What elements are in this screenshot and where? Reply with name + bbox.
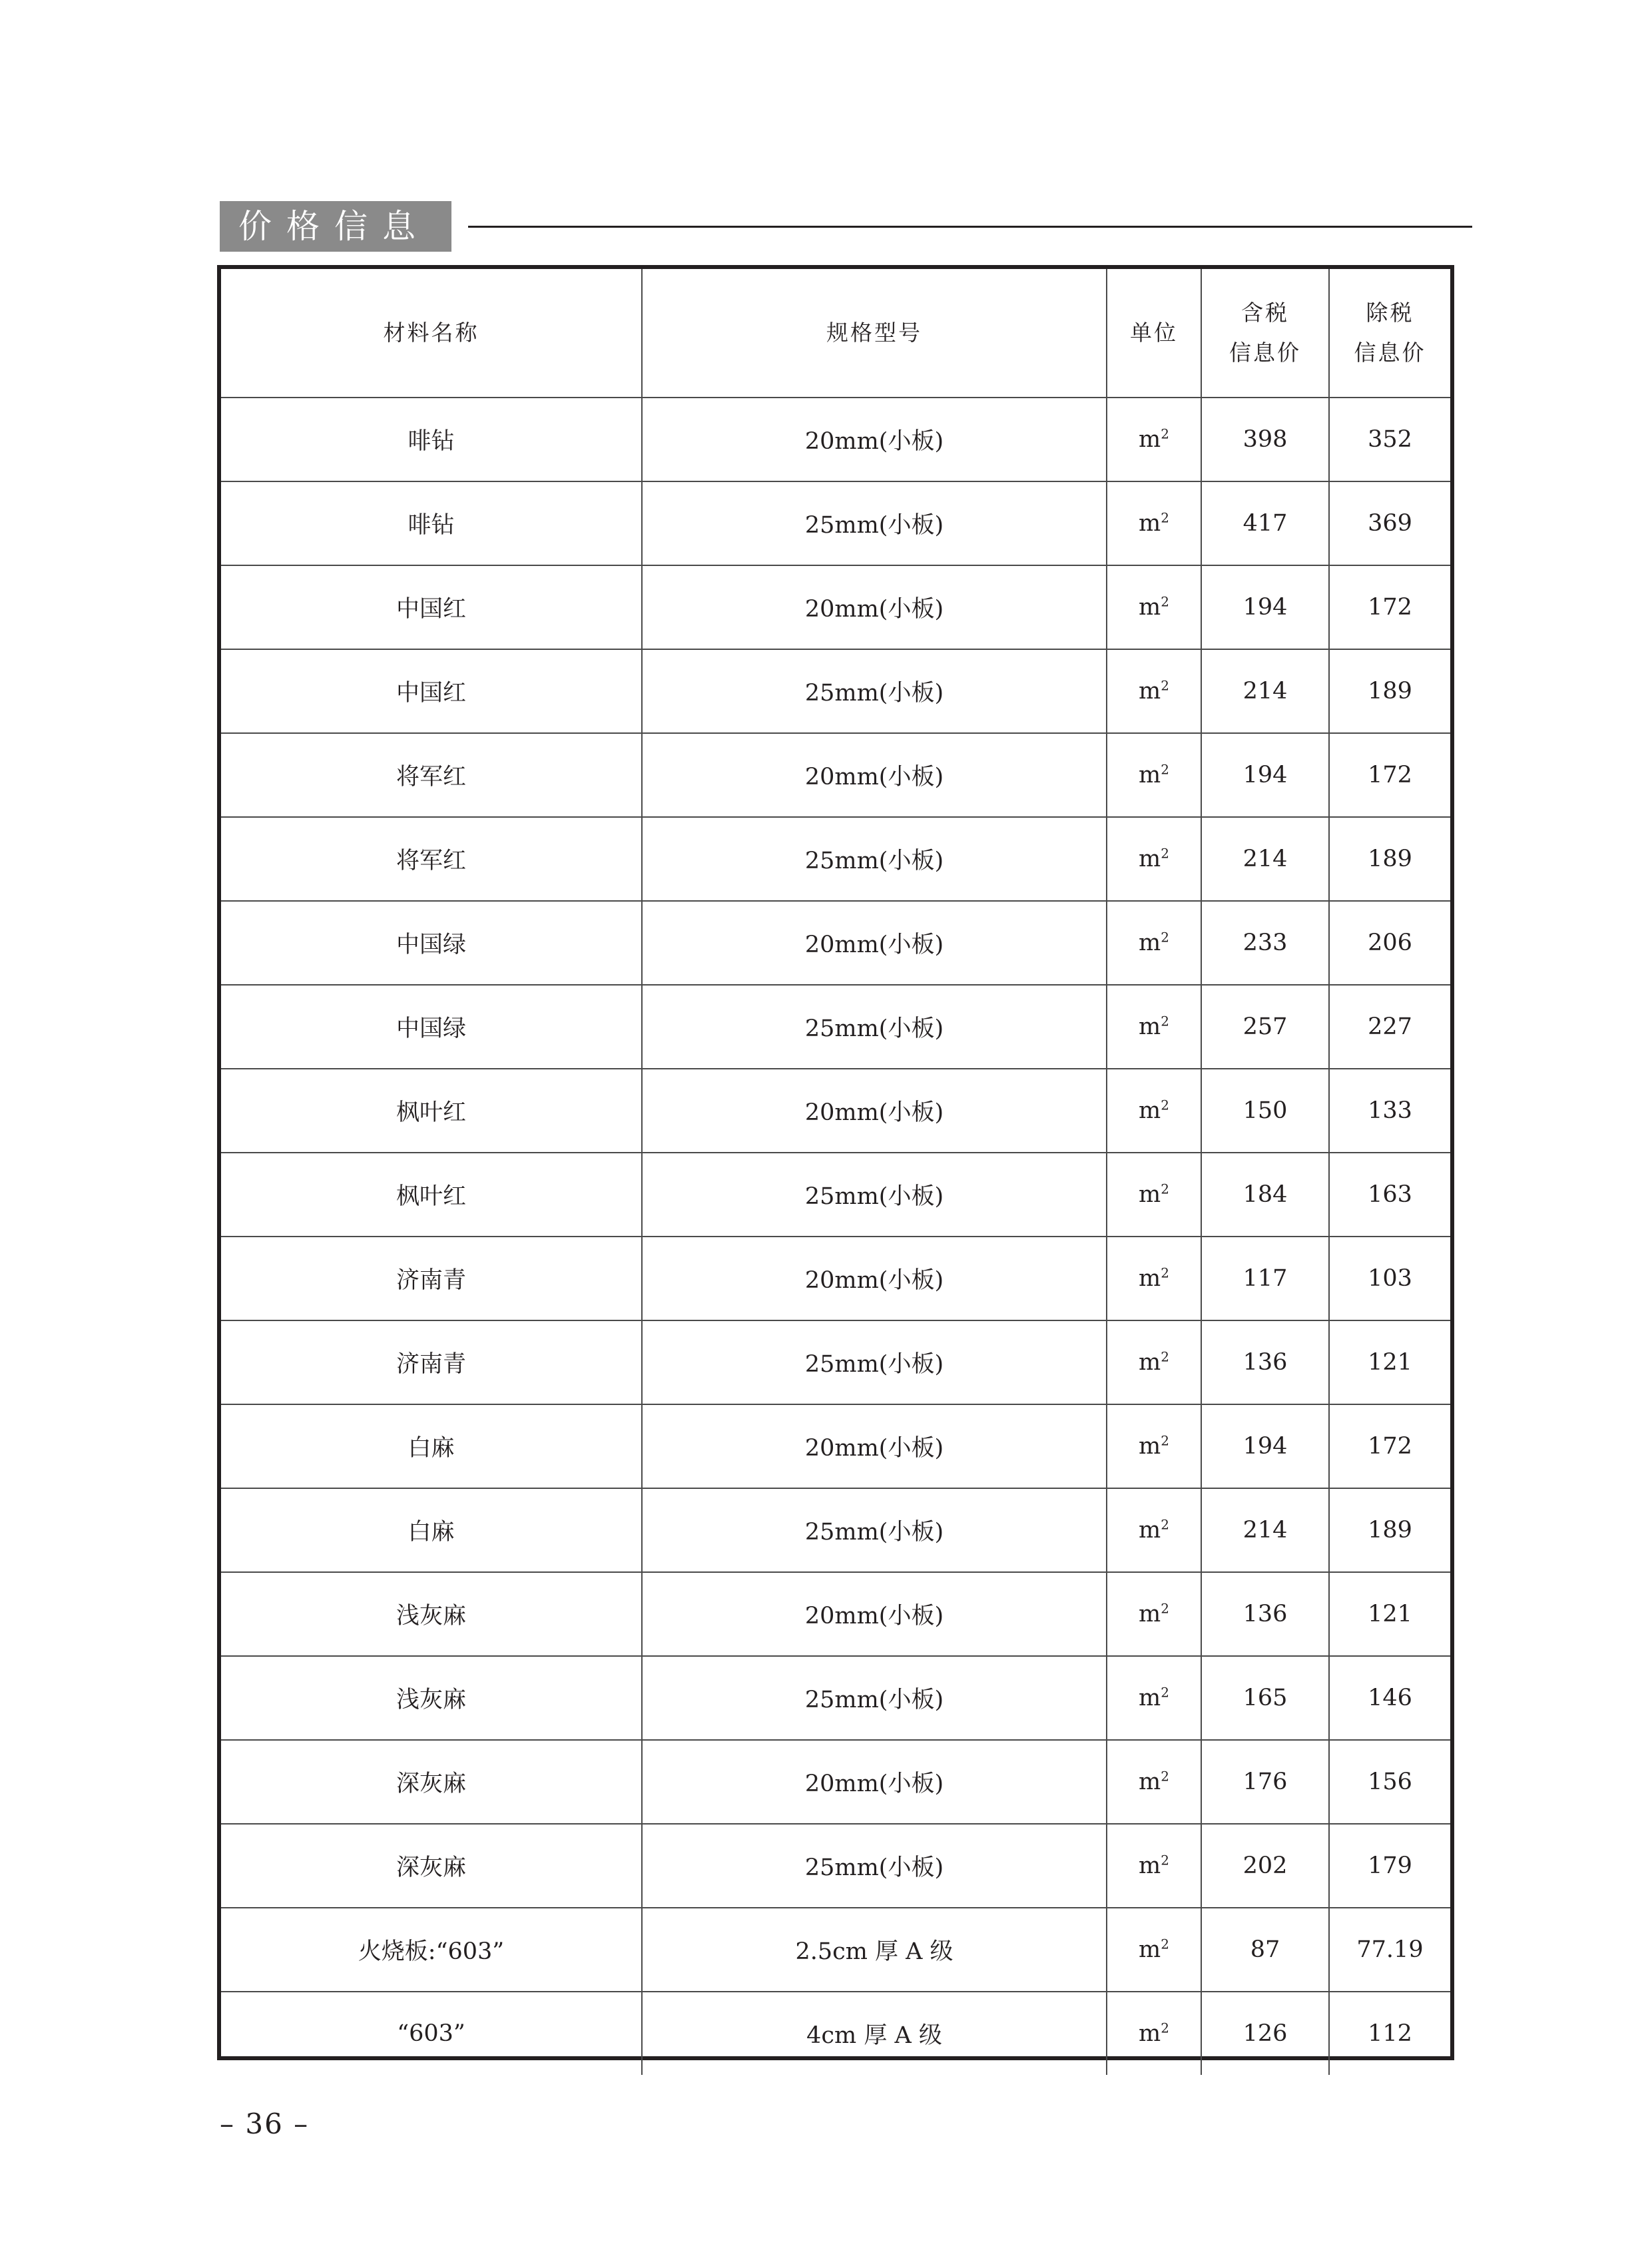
cell-unit: [1107, 649, 1201, 733]
table-row: [221, 1572, 1450, 1656]
cell-price-notax: 179: [1329, 1824, 1450, 1908]
cell-spec: 20mm(小板): [642, 901, 1107, 985]
unit-base: m: [1139, 1685, 1161, 1711]
unit-exponent: 2: [1161, 1013, 1169, 1029]
cell-price-tax: 126: [1201, 1992, 1329, 2075]
cell-spec: 2.5cm 厚 A 级: [642, 1908, 1107, 1992]
unit-exponent: 2: [1161, 1684, 1169, 1701]
table-row: [221, 1824, 1450, 1908]
cell-price-tax: 233: [1201, 901, 1329, 985]
cell-spec: 25mm(小板): [642, 985, 1107, 1069]
cell-material: 中国绿: [221, 985, 642, 1069]
table-row: [221, 1992, 1450, 2075]
cell-unit: [1107, 1488, 1201, 1572]
table-row: [221, 985, 1450, 1069]
cell-material: 将军红: [221, 817, 642, 901]
table-row: [221, 1740, 1450, 1824]
unit-exponent: 2: [1161, 929, 1169, 946]
table-row: [221, 1488, 1450, 1572]
cell-price-notax: 112: [1329, 1992, 1450, 2075]
cell-unit: [1107, 1153, 1201, 1237]
unit-base: m: [1139, 1013, 1161, 1040]
cell-price-tax: 176: [1201, 1740, 1329, 1824]
cell-price-tax: 214: [1201, 1488, 1329, 1572]
unit-base: m: [1139, 1769, 1161, 1795]
unit-exponent: 2: [1161, 1936, 1169, 1952]
header-price-tax-line1: 含税: [1241, 300, 1289, 326]
unit-base: m: [1139, 510, 1161, 537]
section-label: 价格信息: [220, 201, 451, 252]
cell-unit: [1107, 1069, 1201, 1153]
header-price-notax-line1: 除税: [1366, 300, 1414, 326]
cell-price-notax: 156: [1329, 1740, 1450, 1824]
cell-spec: 20mm(小板): [642, 1237, 1107, 1320]
cell-spec: 25mm(小板): [642, 817, 1107, 901]
cell-price-tax: 117: [1201, 1237, 1329, 1320]
unit-exponent: 2: [1161, 509, 1169, 526]
cell-material: 枫叶红: [221, 1069, 642, 1153]
cell-price-tax: 165: [1201, 1656, 1329, 1740]
cell-spec: 25mm(小板): [642, 1656, 1107, 1740]
cell-price-notax: 146: [1329, 1656, 1450, 1740]
header-spec: 规格型号: [642, 269, 1107, 398]
table-row: [221, 1656, 1450, 1740]
unit-base: m: [1139, 1601, 1161, 1627]
cell-material: 火烧板:“603”: [221, 1908, 642, 1992]
cell-spec: 20mm(小板): [642, 1404, 1107, 1488]
table-row: [221, 565, 1450, 649]
cell-spec: 25mm(小板): [642, 1488, 1107, 1572]
cell-unit: [1107, 398, 1201, 481]
cell-spec: 25mm(小板): [642, 1320, 1107, 1404]
cell-price-notax: 133: [1329, 1069, 1450, 1153]
header-price-tax-line2: 信息价: [1229, 340, 1301, 366]
cell-spec: 25mm(小板): [642, 649, 1107, 733]
unit-base: m: [1139, 1936, 1161, 1963]
cell-price-tax: 194: [1201, 565, 1329, 649]
cell-material: 白麻: [221, 1488, 642, 1572]
cell-unit: [1107, 1908, 1201, 1992]
cell-unit: [1107, 985, 1201, 1069]
cell-price-notax: 172: [1329, 565, 1450, 649]
cell-price-notax: 77.19: [1329, 1908, 1450, 1992]
unit-base: m: [1139, 930, 1161, 956]
unit-exponent: 2: [1161, 1265, 1169, 1281]
cell-unit: [1107, 817, 1201, 901]
cell-price-tax: 194: [1201, 1404, 1329, 1488]
table-row: [221, 1404, 1450, 1488]
table-row: [221, 1069, 1450, 1153]
cell-price-tax: 136: [1201, 1572, 1329, 1656]
unit-exponent: 2: [1161, 1600, 1169, 1617]
cell-price-tax: 202: [1201, 1824, 1329, 1908]
cell-material: 中国红: [221, 649, 642, 733]
cell-unit: [1107, 1237, 1201, 1320]
cell-spec: 20mm(小板): [642, 1069, 1107, 1153]
table-row: [221, 901, 1450, 985]
unit-exponent: 2: [1161, 677, 1169, 694]
unit-exponent: 2: [1161, 593, 1169, 610]
unit-base: m: [1139, 1349, 1161, 1376]
cell-price-tax: 87: [1201, 1908, 1329, 1992]
cell-price-notax: 172: [1329, 1404, 1450, 1488]
cell-material: 浅灰麻: [221, 1572, 642, 1656]
unit-base: m: [1139, 2020, 1161, 2047]
cell-spec: 20mm(小板): [642, 1572, 1107, 1656]
cell-material: 深灰麻: [221, 1824, 642, 1908]
cell-price-tax: 194: [1201, 733, 1329, 817]
cell-unit: [1107, 565, 1201, 649]
cell-material: 济南青: [221, 1237, 642, 1320]
cell-spec: 20mm(小板): [642, 733, 1107, 817]
unit-base: m: [1139, 762, 1161, 788]
unit-base: m: [1139, 426, 1161, 453]
cell-price-tax: 214: [1201, 817, 1329, 901]
cell-material: 深灰麻: [221, 1740, 642, 1824]
unit-base: m: [1139, 846, 1161, 872]
table-row: [221, 481, 1450, 565]
header-unit: 单位: [1107, 269, 1201, 398]
header-price-notax: [1329, 269, 1450, 398]
cell-price-notax: 369: [1329, 481, 1450, 565]
cell-price-tax: 398: [1201, 398, 1329, 481]
cell-unit: [1107, 1404, 1201, 1488]
cell-unit: [1107, 1656, 1201, 1740]
unit-exponent: 2: [1161, 1768, 1169, 1785]
unit-base: m: [1139, 1097, 1161, 1124]
cell-spec: 4cm 厚 A 级: [642, 1992, 1107, 2075]
unit-base: m: [1139, 594, 1161, 621]
unit-exponent: 2: [1161, 1181, 1169, 1197]
table-row: [221, 1320, 1450, 1404]
cell-material: 啡钻: [221, 398, 642, 481]
cell-unit: [1107, 733, 1201, 817]
price-table: [221, 269, 1450, 2075]
cell-unit: [1107, 1572, 1201, 1656]
cell-material: 啡钻: [221, 481, 642, 565]
table-row: [221, 1153, 1450, 1237]
unit-exponent: 2: [1161, 1432, 1169, 1449]
header-rule: [468, 226, 1472, 228]
cell-material: 枫叶红: [221, 1153, 642, 1237]
table-row: [221, 733, 1450, 817]
unit-base: m: [1139, 678, 1161, 705]
header-price-tax: [1201, 269, 1329, 398]
table-row: [221, 1237, 1450, 1320]
table-row: [221, 398, 1450, 481]
table-row: [221, 817, 1450, 901]
cell-price-notax: 189: [1329, 817, 1450, 901]
cell-material: 中国绿: [221, 901, 642, 985]
table-body: [221, 398, 1450, 2075]
table-row: [221, 649, 1450, 733]
cell-unit: [1107, 1740, 1201, 1824]
cell-price-notax: 227: [1329, 985, 1450, 1069]
unit-exponent: 2: [1161, 1348, 1169, 1365]
unit-exponent: 2: [1161, 845, 1169, 862]
price-table-frame: [217, 265, 1454, 2060]
unit-exponent: 2: [1161, 1852, 1169, 1868]
table-header-row: [221, 269, 1450, 398]
unit-exponent: 2: [1161, 2020, 1169, 2036]
cell-price-notax: 206: [1329, 901, 1450, 985]
unit-base: m: [1139, 1517, 1161, 1544]
page-number: – 36 –: [220, 2108, 310, 2140]
unit-base: m: [1139, 1852, 1161, 1879]
cell-price-notax: 172: [1329, 733, 1450, 817]
cell-price-notax: 189: [1329, 1488, 1450, 1572]
cell-spec: 20mm(小板): [642, 1740, 1107, 1824]
unit-exponent: 2: [1161, 761, 1169, 778]
header-price-notax-line2: 信息价: [1354, 340, 1426, 366]
cell-unit: [1107, 1824, 1201, 1908]
cell-price-notax: 352: [1329, 398, 1450, 481]
cell-spec: 20mm(小板): [642, 565, 1107, 649]
cell-spec: 25mm(小板): [642, 1153, 1107, 1237]
unit-exponent: 2: [1161, 1097, 1169, 1113]
cell-price-notax: 163: [1329, 1153, 1450, 1237]
unit-exponent: 2: [1161, 425, 1169, 442]
cell-material: 白麻: [221, 1404, 642, 1488]
unit-base: m: [1139, 1433, 1161, 1460]
cell-price-notax: 121: [1329, 1572, 1450, 1656]
cell-price-notax: 189: [1329, 649, 1450, 733]
cell-price-notax: 121: [1329, 1320, 1450, 1404]
cell-price-tax: 214: [1201, 649, 1329, 733]
unit-exponent: 2: [1161, 1516, 1169, 1533]
cell-price-tax: 417: [1201, 481, 1329, 565]
cell-unit: [1107, 1320, 1201, 1404]
cell-unit: [1107, 1992, 1201, 2075]
unit-base: m: [1139, 1265, 1161, 1292]
unit-base: m: [1139, 1181, 1161, 1208]
cell-spec: 25mm(小板): [642, 481, 1107, 565]
cell-price-tax: 136: [1201, 1320, 1329, 1404]
header-material: 材料名称: [221, 269, 642, 398]
cell-material: 济南青: [221, 1320, 642, 1404]
cell-material: 将军红: [221, 733, 642, 817]
cell-unit: [1107, 481, 1201, 565]
cell-spec: 20mm(小板): [642, 398, 1107, 481]
cell-material: 浅灰麻: [221, 1656, 642, 1740]
cell-spec: 25mm(小板): [642, 1824, 1107, 1908]
cell-material: 中国红: [221, 565, 642, 649]
cell-price-tax: 257: [1201, 985, 1329, 1069]
cell-price-notax: 103: [1329, 1237, 1450, 1320]
cell-price-tax: 150: [1201, 1069, 1329, 1153]
cell-unit: [1107, 901, 1201, 985]
cell-price-tax: 184: [1201, 1153, 1329, 1237]
table-row: [221, 1908, 1450, 1992]
cell-material: “603”: [221, 1992, 642, 2075]
